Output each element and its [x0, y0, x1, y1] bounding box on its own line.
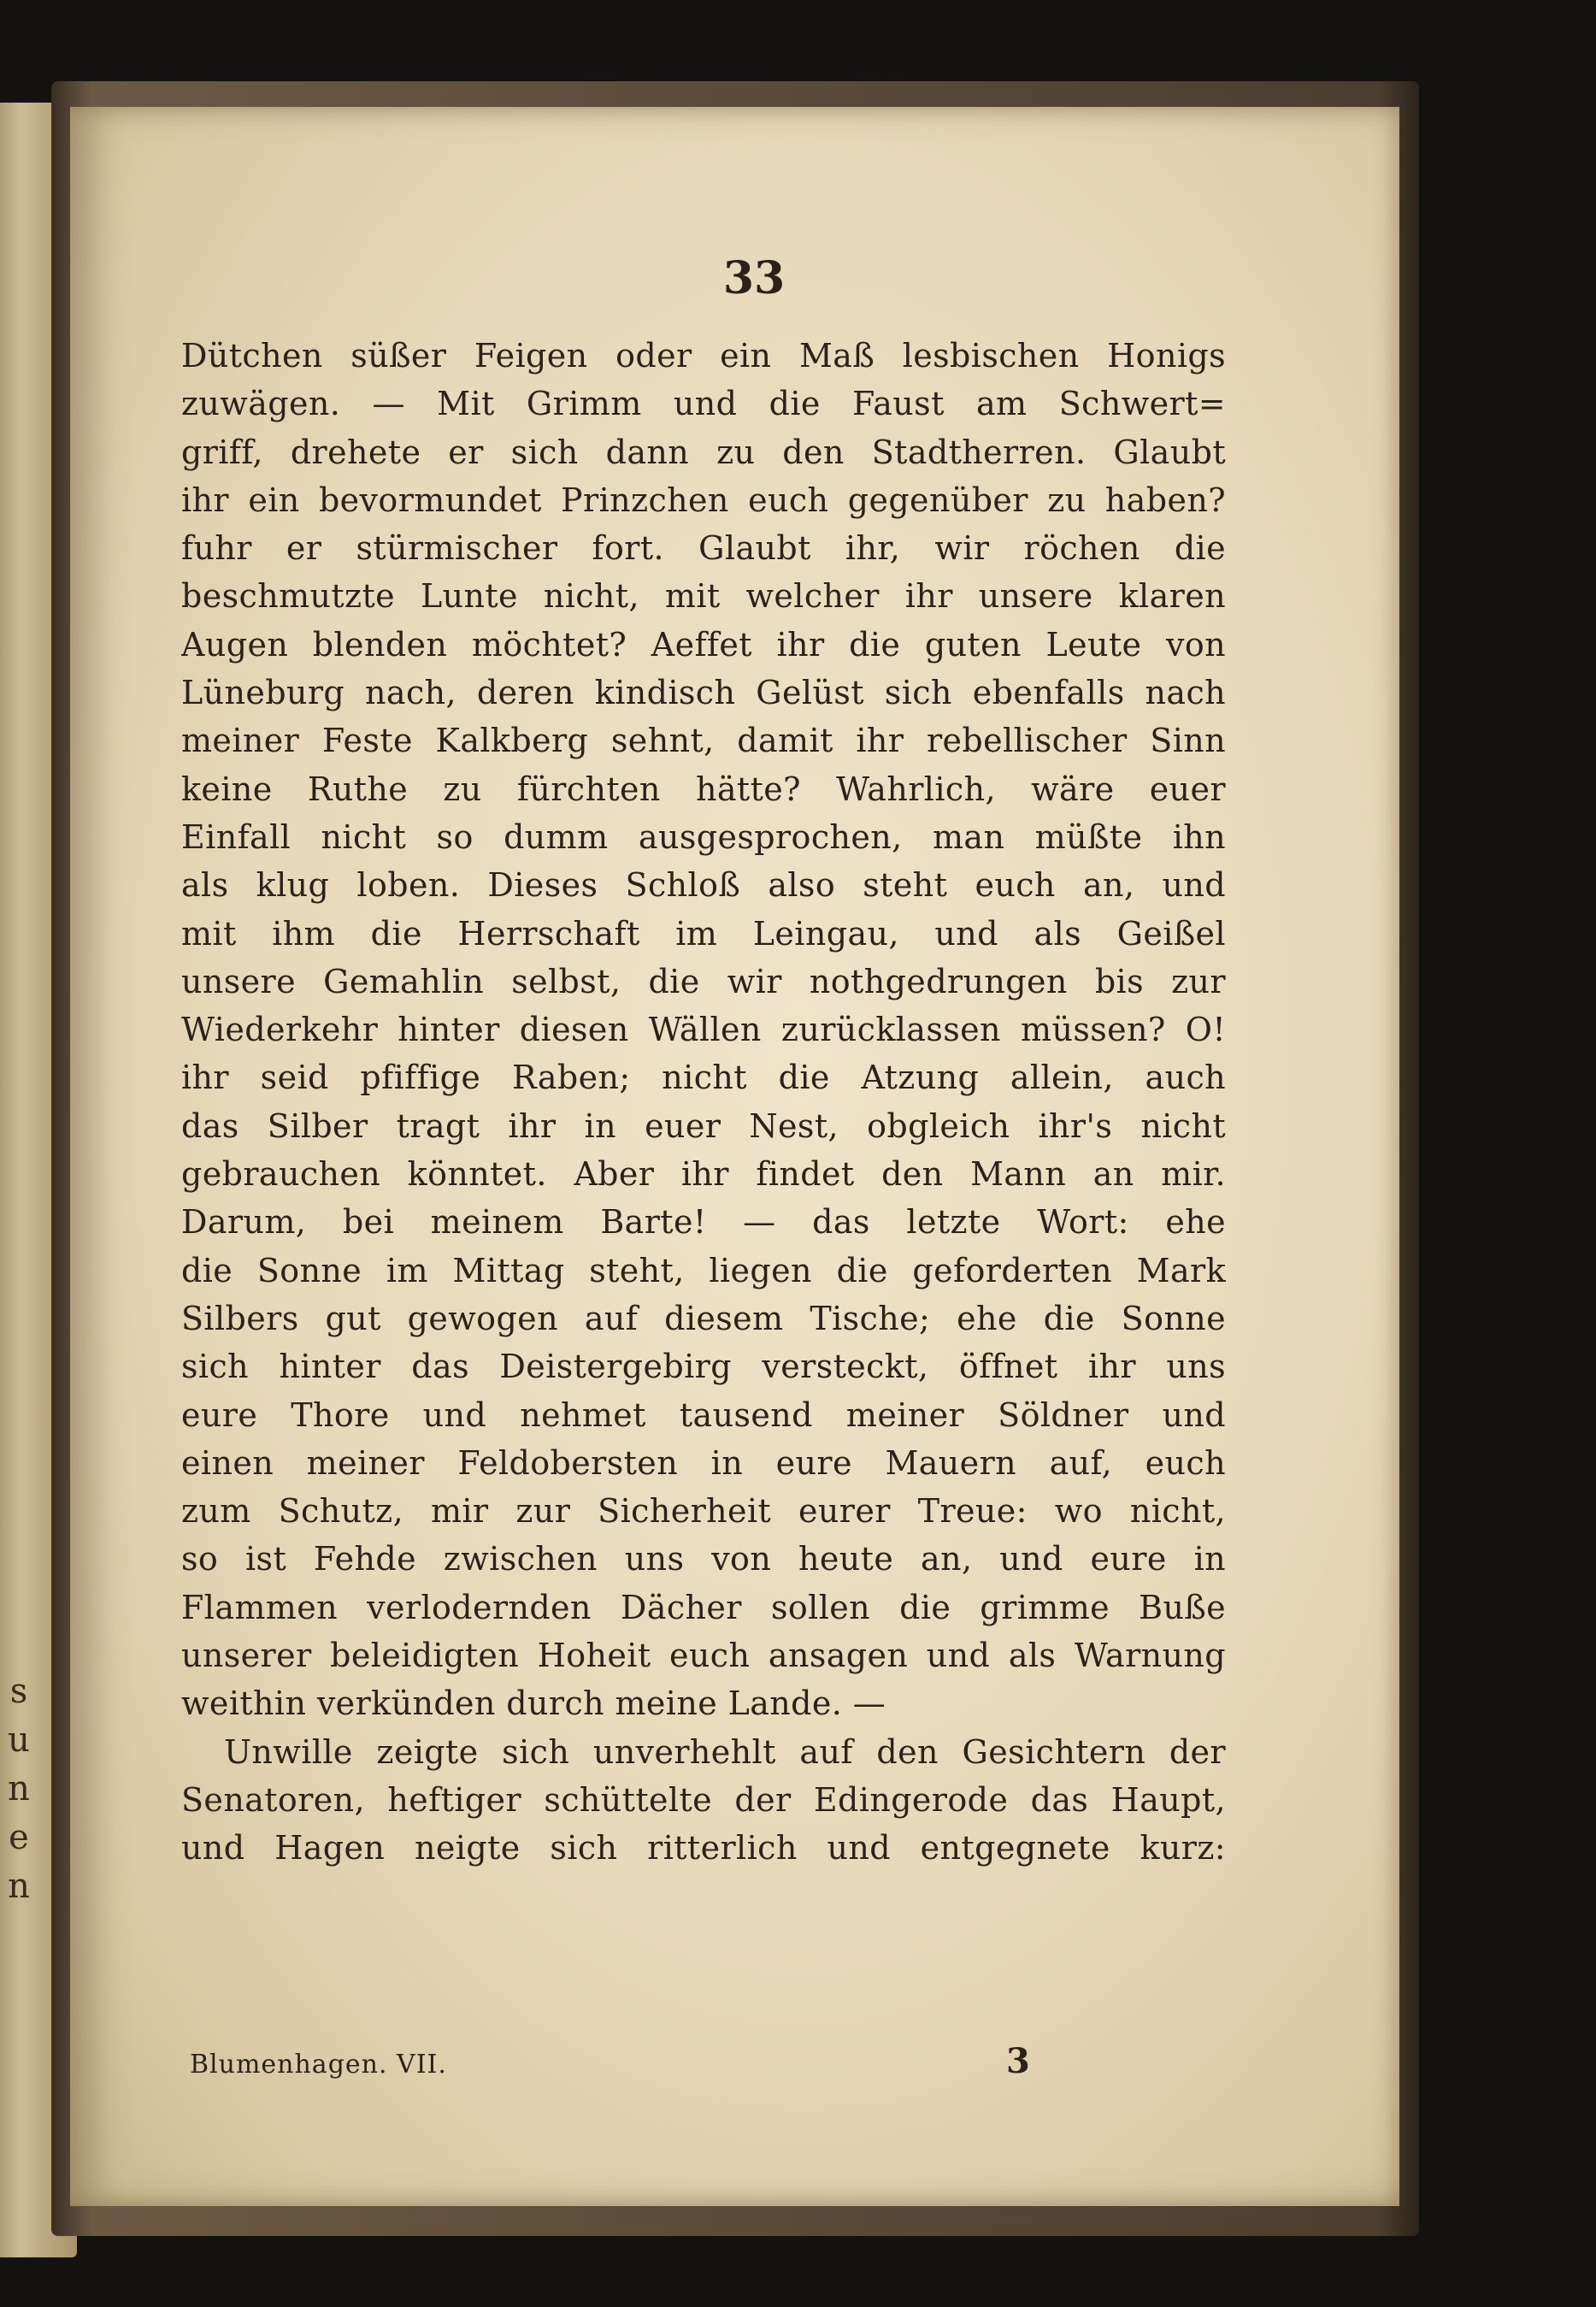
text-line: einen meiner Feldobersten in eure Mauern auf, euch	[181, 1443, 1226, 1482]
facing-page-letters	[2, 1667, 36, 1911]
text-line: Einfall nicht so dumm ausgesprochen, man müßte ihn	[181, 817, 1226, 856]
text-line: eure Thore und nehmet tausend meiner Söldner und	[181, 1395, 1226, 1434]
book-page	[70, 107, 1399, 2206]
text-line: Flammen verlodernden Dächer sollen die grimme Buße	[181, 1588, 1226, 1626]
text-line: ihr ein bevormundet Prinzchen euch gegenüber zu haben?	[181, 481, 1226, 519]
paragraph-start-line: Unwille zeigte sich unverhehlt auf den Gesichtern der	[224, 1732, 1226, 1771]
text-line: zuwägen. — Mit Grimm und die Faust am Schwert=	[181, 385, 1226, 423]
page-footer	[190, 2041, 1224, 2092]
text-line: Dütchen süßer Feigen oder ein Maß lesbischen Honigs	[181, 337, 1226, 375]
text-line: gebrauchen könntet. Aber ihr findet den Mann an mir.	[181, 1155, 1226, 1194]
text-line: Senatoren, heftiger schüttelte der Edingerode das Haupt,	[181, 1780, 1226, 1819]
facing-page-letter: n	[8, 1769, 30, 1808]
body-text	[181, 332, 1226, 1873]
paragraph-end-line: weithin verkünden durch meine Lande. —	[181, 1685, 886, 1723]
text-line: fuhr er stürmischer fort. Glaubt ihr, wir röchen die	[181, 529, 1226, 568]
text-line: mit ihm die Herrschaft im Leingau, und als Geißel	[181, 914, 1226, 953]
page-number: 33	[722, 252, 786, 304]
text-line: beschmutzte Lunte nicht, mit welcher ihr unsere klaren	[181, 577, 1226, 616]
text-line: Darum, bei meinem Barte! — das letzte Wort: ehe	[181, 1203, 1226, 1242]
text-line: das Silber tragt ihr in euer Nest, obgleich ihr's nicht	[181, 1106, 1226, 1145]
text-line: unsere Gemahlin selbst, die wir nothgedrungen bis zur	[181, 962, 1226, 1000]
facing-page-letter: s	[9, 1672, 28, 1711]
text-line: ihr seid pfiffige Raben; nicht die Atzung allein, auch	[181, 1059, 1226, 1097]
text-line: zum Schutz, mir zur Sicherheit eurer Treue: wo nicht,	[181, 1492, 1226, 1531]
sheet-number: 3	[1006, 2041, 1030, 2081]
text-line: Wiederkehr hinter diesen Wällen zurücklassen müssen? O!	[181, 1011, 1226, 1049]
text-line: so ist Fehde zwischen uns von heute an, und eure in	[181, 1540, 1226, 1578]
facing-page-letter: u	[8, 1720, 30, 1760]
facing-page-letter: e	[9, 1818, 29, 1857]
text-line: sich hinter das Deistergebirg versteckt, öffnet ihr uns	[181, 1348, 1226, 1386]
text-line: als klug loben. Dieses Schloß also steht euch an, und	[181, 866, 1226, 905]
text-line: unserer beleidigten Hoheit euch ansagen und als Warnung	[181, 1637, 1226, 1675]
text-line: und Hagen neigte sich ritterlich und entgegnete kurz:	[181, 1829, 1226, 1867]
text-line: Augen blenden möchtet? Aeffet ihr die guten Leute von	[181, 625, 1226, 664]
facing-page-letter: n	[8, 1867, 30, 1906]
text-line: keine Ruthe zu fürchten hätte? Wahrlich, wäre euer	[181, 770, 1226, 808]
text-line: Lüneburg nach, deren kindisch Gelüst sich ebenfalls nach	[181, 674, 1226, 712]
text-line: meiner Feste Kalkberg sehnt, damit ihr rebellischer Sinn	[181, 722, 1226, 760]
signature-mark: Blumenhagen. VII.	[190, 2050, 447, 2080]
text-line: die Sonne im Mittag steht, liegen die geforderten Mark	[181, 1251, 1226, 1289]
text-line: griff, drehete er sich dann zu den Stadtherren. Glaubt	[181, 433, 1226, 471]
text-line: Silbers gut gewogen auf diesem Tische; ehe die Sonne	[181, 1299, 1226, 1337]
